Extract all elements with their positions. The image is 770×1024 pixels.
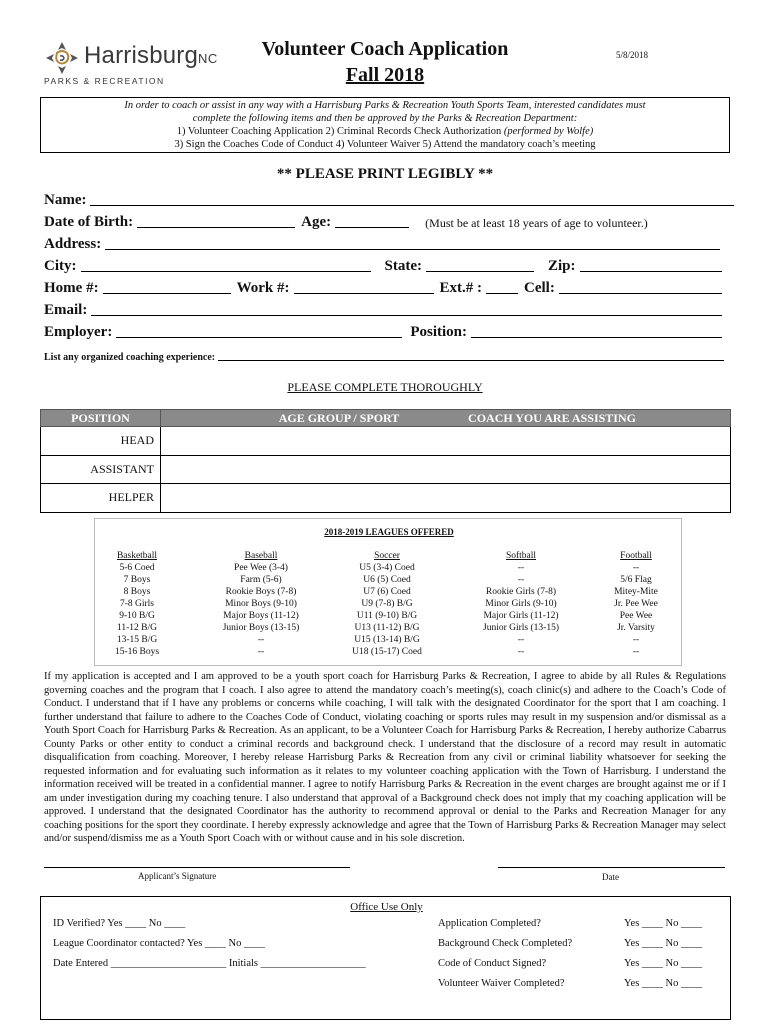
email-field[interactable] (91, 301, 722, 316)
name-row (44, 187, 734, 209)
league-item: Pee Wee (619, 611, 653, 621)
age-group-sport-header: AGE GROUP / SPORT (278, 410, 400, 425)
logo-subtitle: PARKS & RECREATION (44, 76, 165, 86)
home-phone-label: Home #: (44, 280, 99, 296)
helper-label: HELPER (41, 484, 161, 513)
assistant-entry-cell[interactable] (161, 455, 731, 484)
employer-label: Employer: (44, 324, 113, 340)
complete-thoroughly-note: PLEASE COMPLETE THOROUGHLY (287, 380, 483, 394)
background-check-yes-no[interactable]: Yes ____ No ____ (624, 938, 702, 949)
ext-label: Ext.# : (439, 280, 482, 296)
head-label: HEAD (41, 427, 161, 456)
league-item: -- (517, 575, 525, 585)
league-item: U18 (15-17) Coed (352, 647, 422, 657)
table-row (41, 484, 731, 513)
league-item: Pee Wee (3-4) (234, 563, 288, 573)
league-header: Softball (505, 551, 537, 561)
address-row (44, 231, 734, 253)
email-label: Email: (44, 302, 88, 318)
print-legibly-note: ** PLEASE PRINT LEGIBLY ** (276, 166, 494, 182)
league-item: -- (517, 635, 525, 645)
volunteer-waiver-yes-no[interactable]: Yes ____ No ____ (624, 978, 702, 989)
name-label: Name: (44, 192, 87, 208)
league-item: Junior Girls (13-15) (483, 623, 559, 633)
signature-date-line[interactable] (498, 867, 725, 868)
applicant-fields (44, 187, 734, 341)
league-item: 7-8 Girls (119, 599, 155, 609)
position-field[interactable] (471, 323, 722, 338)
volunteer-waiver-label: Volunteer Waiver Completed? (438, 978, 565, 989)
league-item: 5/6 Flag (620, 575, 652, 585)
league-item: Major Girls (11-12) (483, 611, 559, 621)
league-item: 13-15 B/G (116, 635, 158, 645)
signature-date-label: Date (602, 872, 619, 882)
state-field[interactable] (426, 257, 534, 272)
city-field[interactable] (81, 257, 371, 272)
league-item: 8 Boys (123, 587, 151, 597)
league-item: Rookie Boys (7-8) (225, 587, 297, 597)
position-table-header (41, 410, 731, 427)
league-item: U9 (7-8) B/G (361, 599, 413, 609)
league-item: Jr. Pee Wee (614, 599, 658, 609)
office-use-title: Office Use Only (350, 901, 423, 913)
dob-field[interactable] (137, 213, 295, 228)
league-item: Rookie Girls (7-8) (485, 587, 557, 597)
league-header: Football (620, 551, 652, 561)
experience-label: List any organized coaching experience: (44, 352, 216, 363)
application-completed-yes-no[interactable]: Yes ____ No ____ (624, 918, 702, 929)
league-item: -- (257, 647, 265, 657)
intro-line-2: complete the following items and then be approved by the Parks & Recreation Department: (192, 113, 578, 124)
applicant-signature-label: Applicant’s Signature (138, 871, 217, 881)
league-item: Mitey-Mite (614, 587, 658, 597)
league-item: 9-10 B/G (119, 611, 155, 621)
print-date: 5/8/2018 (616, 50, 649, 60)
city-row (44, 253, 734, 275)
id-verified-row[interactable]: ID Verified? Yes ____ No ____ (53, 918, 186, 929)
league-item: 5-6 Coed (119, 563, 155, 573)
dob-row (44, 209, 734, 231)
table-row (41, 455, 731, 484)
intro-line-4: 3) Sign the Coaches Code of Conduct 4) Volunteer Waiver 5) Attend the mandatory coach’s meeting (174, 139, 596, 150)
harrisburg-logo-icon (44, 40, 80, 76)
cell-label: Cell: (524, 280, 555, 296)
ext-field[interactable] (486, 279, 518, 294)
league-item: U13 (11-12) B/G (354, 623, 420, 633)
league-item: -- (517, 563, 525, 573)
intro-box (40, 97, 730, 153)
league-column-softball (465, 550, 577, 658)
experience-row (44, 352, 724, 364)
league-header: Basketball (116, 551, 158, 561)
cell-field[interactable] (559, 279, 722, 294)
address-label: Address: (44, 236, 102, 252)
league-item: -- (632, 563, 640, 573)
league-item: 11-12 B/G (116, 623, 158, 633)
league-item: U6 (5) Coed (363, 575, 411, 585)
office-use-box (40, 896, 731, 1020)
intro-line-3a: 1) Volunteer Coaching Application 2) Criminal Records Check Authorization (176, 126, 504, 137)
city-label: City: (44, 258, 77, 274)
logo-wordmark (84, 42, 218, 70)
position-header: POSITION (41, 410, 161, 427)
employer-field[interactable] (116, 323, 402, 338)
coach-assisting-header: COACH YOU ARE ASSISTING (468, 410, 636, 425)
table-row (41, 427, 731, 456)
league-item: -- (257, 635, 265, 645)
logo-name-text: Harrisburg (84, 42, 199, 69)
league-item: U7 (6) Coed (363, 587, 411, 597)
background-check-label: Background Check Completed? (438, 938, 573, 949)
code-of-conduct-label: Code of Conduct Signed? (438, 958, 547, 969)
age-group-header (161, 410, 731, 427)
league-header: Baseball (244, 551, 278, 561)
league-item: U5 (3-4) Coed (359, 563, 415, 573)
league-item: 15-16 Boys (114, 647, 160, 657)
leagues-offered-box (94, 518, 682, 666)
position-label: Position: (410, 324, 467, 340)
work-phone-field[interactable] (294, 279, 434, 294)
league-item: Farm (5-6) (240, 575, 282, 585)
name-field[interactable] (90, 191, 734, 206)
league-item: Minor Girls (9-10) (485, 599, 557, 609)
age-field[interactable] (335, 213, 409, 228)
league-item: U15 (13-14) B/G (354, 635, 420, 645)
date-entered-row[interactable]: Date Entered ______________________ Initials ____________________ (53, 958, 366, 969)
experience-field[interactable] (218, 352, 724, 361)
phone-row (44, 275, 734, 297)
dob-label: Date of Birth: (44, 214, 134, 230)
application-completed-label: Application Completed? (438, 918, 541, 929)
league-item: -- (632, 635, 640, 645)
league-column-basketball (95, 550, 179, 658)
assistant-label: ASSISTANT (41, 455, 161, 484)
age-requirement-note: (Must be at least 18 years of age to volunteer.) (425, 216, 648, 230)
agreement-paragraph: If my application is accepted and I am approved to be a youth sport coach for Harrisburg Parks & Recreation, I agree to abide by all Rules & Regulations governing coaches and the program that I coach. I also agree to attend the mandatory coach’s meeting(s), coach clinic(s) and adhere to the Coach’s Code of Conduct. I understand that if I have any problems or concerns while coaching, I will talk with the designated Coordinator for the sport that I am coaching. I further understand that failure to adhere to the Coaches Code of Conduct, violating coaching or sports rules may result in my suspension and/or dismissal as a Youth Sport Coach for Harrisburg Parks & Recreation. As an applicant, to be a Volunteer Coach for Harrisburg Parks & Recreation, I hereby authorize Cabarrus County Parks or other entity to conduct a criminal records and background check. I understand that the disclosure of a record may result in automatic disqualification from coaching. Moreover, I hereby release Harrisburg Parks & Recreation from any civil or criminal liability whatsoever for seeking the requested information and for evaluating such information as it relates to my volunteer coaching application with the Town of Harrisburg. I understand the information received will be treated in a confidential manner. I agree to notify Harrisburg Parks & Recreation in the event charges are brought against me or if I am under investigation during my coaching tenure. I also understand that approval of a Background check does not imply that my coaching application will be approved. I understand that the designated Coordinator has the authority to recommend approval or denial to the Parks and Recreation Manager for any coaching positions for the sport they coordinate. I hereby expressly acknowledge and agree that the Town of Harrisburg Parks & Recreation Manager may select and/or suspend/dismiss me as a Youth Sport Coach with or without cause and in his sole discretion. (44, 671, 726, 844)
logo-suffix-text: NC (198, 51, 218, 66)
intro-line-3b: (performed by Wolfe) (503, 126, 594, 137)
league-column-football (595, 550, 677, 658)
league-item: -- (517, 647, 525, 657)
head-entry-cell[interactable] (161, 427, 731, 456)
state-label: State: (384, 258, 422, 274)
leagues-title: 2018-2019 LEAGUES OFFERED (324, 527, 454, 537)
league-column-soccer (333, 550, 441, 658)
league-item: -- (632, 647, 640, 657)
coordinator-contacted-row[interactable]: League Coordinator contacted? Yes ____ No ____ (53, 938, 265, 949)
applicant-signature-line[interactable] (44, 867, 350, 868)
employer-row (44, 319, 734, 341)
page-subtitle: Fall 2018 (345, 64, 425, 86)
zip-label: Zip: (548, 258, 576, 274)
work-phone-label: Work #: (236, 280, 290, 296)
league-item: 7 Boys (123, 575, 151, 585)
league-item: Minor Boys (9-10) (225, 599, 297, 609)
helper-entry-cell[interactable] (161, 484, 731, 513)
address-field[interactable] (105, 235, 720, 250)
zip-field[interactable] (580, 257, 722, 272)
intro-line-1: In order to coach or assist in any way with a Harrisburg Parks & Recreation Youth Sports Team, interested candidates must (124, 100, 646, 111)
email-row (44, 297, 734, 319)
position-table (40, 409, 731, 513)
intro-line-3 (41, 125, 729, 138)
league-item: Junior Boys (13-15) (222, 623, 300, 633)
league-header: Soccer (374, 551, 400, 561)
age-label: Age: (301, 214, 332, 230)
home-phone-field[interactable] (103, 279, 231, 294)
league-item: Major Boys (11-12) (223, 611, 299, 621)
page-title: Volunteer Coach Application (261, 38, 509, 60)
league-column-baseball (205, 550, 317, 658)
league-item: Jr. Varsity (617, 623, 655, 633)
league-item: U11 (9-10) B/G (356, 611, 418, 621)
code-of-conduct-yes-no[interactable]: Yes ____ No ____ (624, 958, 702, 969)
